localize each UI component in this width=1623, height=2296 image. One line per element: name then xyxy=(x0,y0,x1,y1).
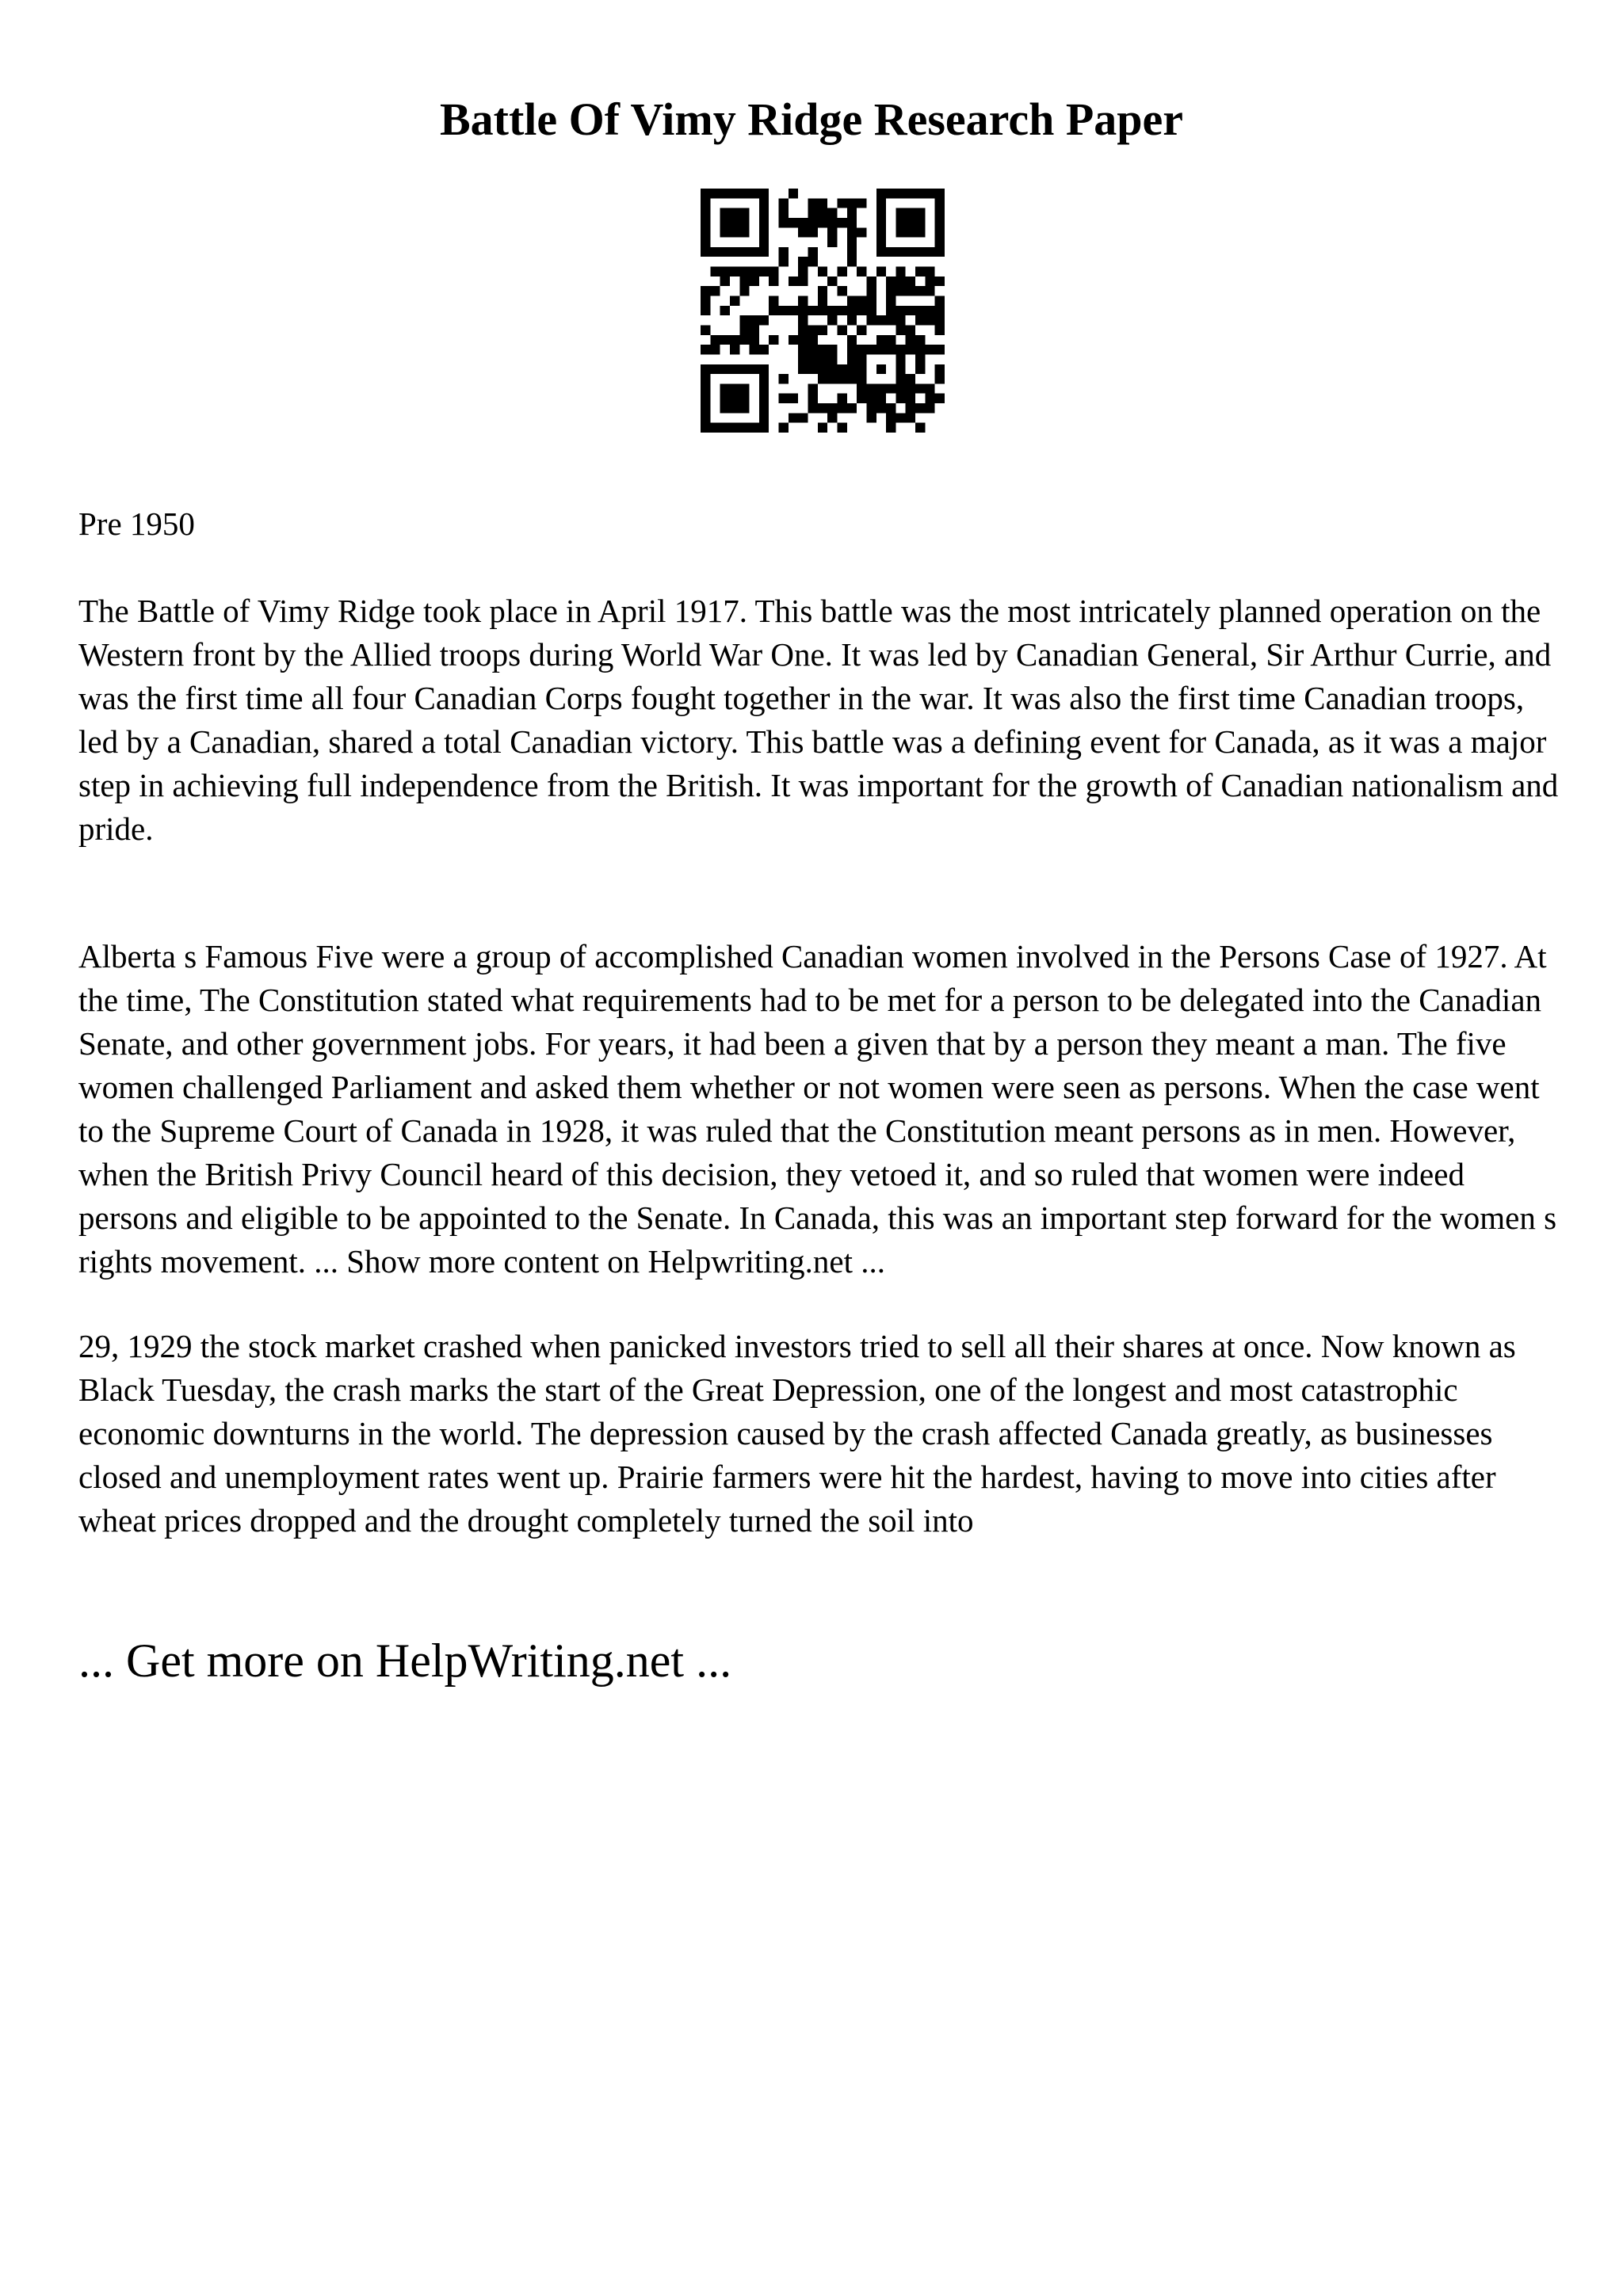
document-title: Battle Of Vimy Ridge Research Paper xyxy=(439,93,1184,145)
qr-code-icon[interactable] xyxy=(701,189,945,433)
category-label: Pre 1950 xyxy=(78,505,195,542)
get-more-link[interactable]: ... Get more on HelpWriting.net ... xyxy=(78,1634,732,1687)
paragraph-stock-market: 29, 1929 the stock market crashed when panicked investors tried to sell all their shares at once. Now known as Black Tuesday, the crash marks the start of the Great Depression, one of the longest and most catastrophic economic downturns in the world. The depression caused by the crash affected Canada greatly, as businesses closed and unemployment rates went up. Prairie farmers were hit the hardest, having to move into cities after wheat prices dropped and the drought completely turned the soil into xyxy=(78,1328,1516,1539)
paragraph-vimy-ridge: The Battle of Vimy Ridge took place in April 1917. This battle was the most intricately planned operation on the Western front by the Allied troops during World War One. It was led by Canadian General, Sir Arthur Currie, and was the first time all four Canadian Corps fought together in the war. It was also the first time Canadian troops, led by a Canadian, shared a total Canadian victory. This battle was a defining event for Canada, as it was a major step in achieving full independence from the British. It was important for the growth of Canadian nationalism and pride. xyxy=(78,593,1559,847)
paragraph-famous-five: Alberta s Famous Five were a group of accomplished Canadian women involved in the Persons Case of 1927. At the time, The Constitution stated what requirements had to be met for a person to be delegated into the Canadian Senate, and other government jobs. For years, it had been a given that by a person they meant a man. The five women challenged Parliament and asked them whether or not women were seen as persons. When the case went to the Supreme Court of Canada in 1928, it was ruled that the Constitution meant persons as in men. However, when the British Privy Council heard of this decision, they vetoed it, and so ruled that women were indeed persons and eligible to be appointed to the Senate. In Canada, this was an important step forward for the women s rights movement. ... Show more content on Helpwriting.net ... xyxy=(78,938,1557,1280)
